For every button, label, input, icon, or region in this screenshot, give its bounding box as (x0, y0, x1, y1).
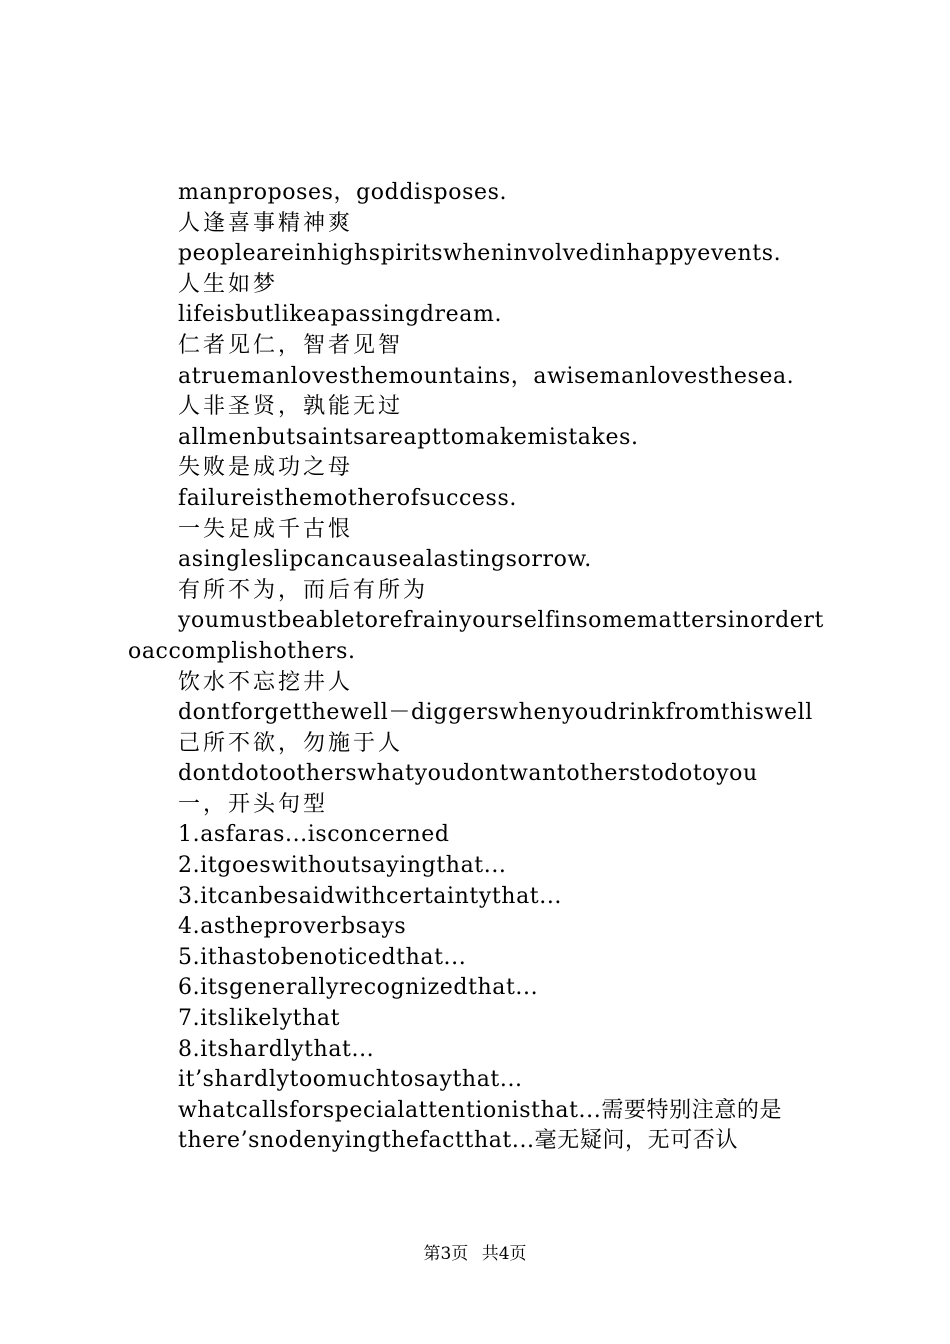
text-line: peopleareinhighspiritswheninvolvedinhappyevents. (178, 241, 782, 267)
text-line: whatcallsforspecialattentionisthat...需要特别注意的是 (178, 1097, 783, 1123)
list-item: 1.asfaras...isconcerned (178, 822, 450, 848)
text-line: 仁者见仁，智者见智 (178, 332, 404, 358)
list-item: 7.itslikelythat (178, 1006, 341, 1032)
page-total: 共4页 (481, 1244, 527, 1264)
text-line: 人生如梦 (178, 271, 279, 297)
text-line: atruemanlovesthemountains，awisemanlovesthesea. (178, 363, 795, 389)
text-line: manproposes，goddisposes. (178, 180, 508, 205)
text-line: it’shardlytoomuchtosaythat... (178, 1067, 523, 1093)
list-item: 2.itgoeswithoutsayingthat... (178, 853, 507, 879)
list-item: 8.itshardlythat... (178, 1036, 375, 1062)
text-line: dontdotootherswhatyoudontwantotherstodotoyou (178, 761, 758, 787)
text-line: 人逢喜事精神爽 (178, 210, 354, 236)
text-line: asingleslipcancausealastingsorrow. (178, 547, 592, 573)
text-line: failureisthemotherofsuccess. (178, 485, 517, 511)
text-line: there’snodenyingthefactthat...毫无疑问，无可否认 (178, 1128, 739, 1154)
text-line: dontforgetthewell－diggerswhenyoudrinkfromthiswell (178, 700, 813, 726)
text-line: allmenbutsaintsareapttomakemistakes. (178, 424, 639, 450)
section-heading: 一，开头句型 (178, 791, 329, 817)
list-item: 4.astheproverbsays (178, 914, 407, 940)
text-line: 饮水不忘挖井人 (178, 669, 354, 695)
text-line: 一失足成千古恨 (178, 516, 354, 542)
text-line: 失败是成功之母 (178, 455, 354, 481)
list-item: 6.itsgenerallyrecognizedthat... (178, 975, 539, 1001)
list-item: 5.ithastobenoticedthat... (178, 944, 467, 970)
text-line: 己所不欲，勿施于人 (178, 730, 404, 756)
text-line: youmustbeabletorefrainyourselfinsomemattersinordertoaccomplishothers. (128, 608, 824, 664)
text-line: lifeisbutlikeapassingdream. (178, 302, 503, 328)
text-line: 有所不为，而后有所为 (178, 577, 429, 603)
page-number: 第3页 (423, 1244, 469, 1264)
text-line: 人非圣贤，孰能无过 (178, 394, 404, 420)
page-footer (0, 1243, 950, 1265)
document-body (128, 178, 834, 1157)
list-item: 3.itcanbesaidwithcertaintythat... (178, 883, 563, 909)
